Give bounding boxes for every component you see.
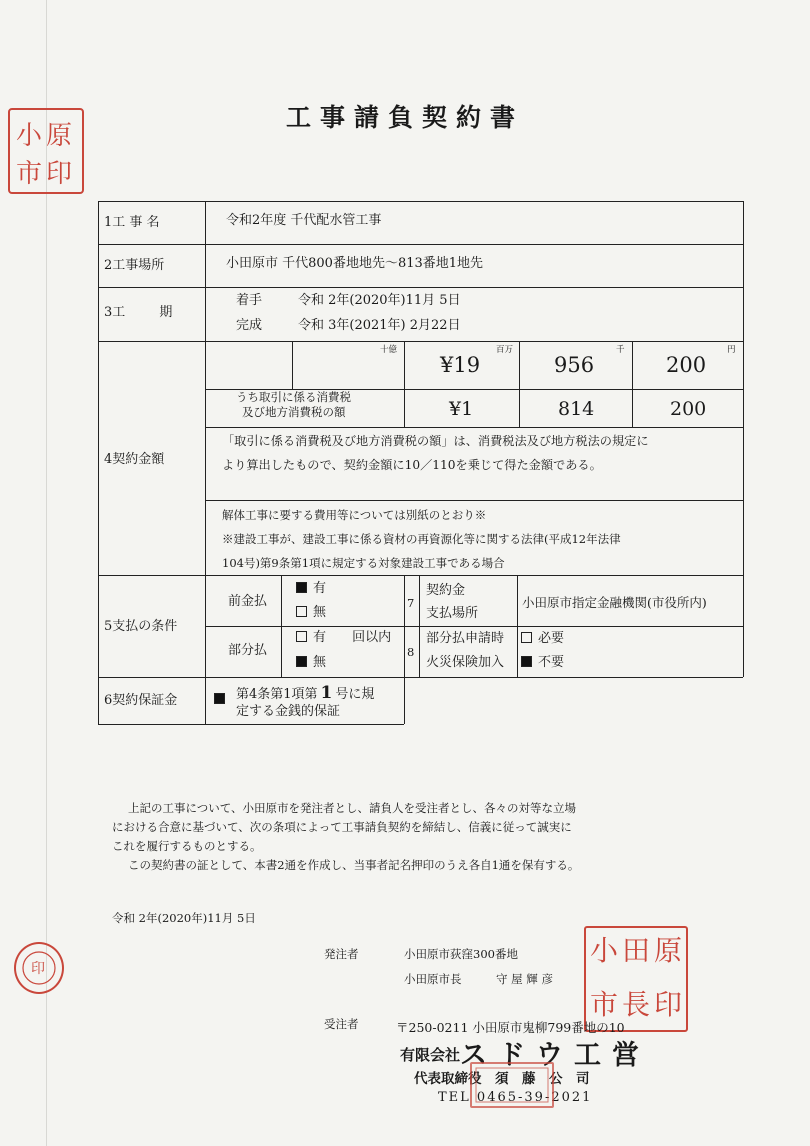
orderer-label: 発注者 [324,947,359,961]
row4-label: 4契約金額 [104,452,165,467]
fire-insurance-label: 火災保険加入 [426,655,505,670]
amount-sen: 956 [554,353,595,377]
company-seal-icon [472,1064,552,1106]
svg-text:小: 小 [590,934,619,967]
guarantee-text-line2: 定する金銭的保証 [236,704,341,719]
svg-text:小: 小 [16,121,43,151]
body-paragraph-line1: 上記の工事について、小田原市を発注者とし、請負人を受注者とし、各々の対等な立場 [128,801,577,815]
tax-sen: 814 [558,398,595,420]
advance-payment-label: 前金払 [228,594,268,609]
tax-en: 200 [670,398,707,420]
svg-text:印: 印 [31,961,45,977]
partial-no: 無 [296,655,326,671]
orderer-name: 小田原市長 守 屋 輝 彦 [404,972,553,986]
contractor-address: 〒250-0211 小田原市鬼柳799番地の10 [396,1020,625,1035]
partial-no-checkbox [296,656,307,667]
row5-label: 5支払の条件 [104,619,178,634]
recycling-note-line2: 104号)第9条第1項に規定する対象建設工事である場合 [222,556,505,570]
demolition-note: 解体工事に要する費用等については別紙のとおり※ [222,508,487,522]
guarantee-checkbox [214,693,225,704]
svg-text:市: 市 [16,159,43,189]
row2-label: 2工事場所 [104,258,165,273]
amount-en: 200 [666,353,707,377]
svg-text:長: 長 [622,988,651,1021]
row3-end-value: 令和 3年(2021年) 2月22日 [298,318,461,333]
svg-text:原: 原 [654,934,683,967]
contractor-representative: 代表取締役 須 藤 公 司 [414,1071,590,1087]
contractor-label: 受注者 [324,1017,359,1031]
need-checkbox [521,632,532,643]
guarantee-text-line1: 第4条第1項第 1 号に規 [236,683,375,703]
partial-yes: 有 回以内 [296,630,391,646]
partial-request-label: 部分払申請時 [426,631,505,646]
svg-text:印: 印 [46,159,73,189]
guarantee-checkbox-wrap [214,692,231,708]
unit-en: 円 [727,345,736,355]
payment-place-label-1: 契約金 [426,583,466,598]
round-seal-icon [16,944,62,992]
row3-end-label: 完成 [236,318,263,333]
row3-start-value: 令和 2年(2020年)11月 5日 [298,293,461,308]
advance-no: 無 [296,605,326,621]
svg-text:原: 原 [46,121,73,151]
payment-place-value: 小田原市指定金融機関(市役所内) [522,595,707,610]
payment-place-label-2: 支払場所 [426,606,479,621]
item-number-7: 7 [407,596,415,610]
row3-label: 3工 期 [104,305,173,320]
contractor-tel: TEL 0465-39-2021 [438,1090,593,1105]
partial-payment-label: 部分払 [228,643,268,658]
row1-value: 令和2年度 千代配水管工事 [226,213,382,228]
row2-value: 小田原市 千代800番地地先〜813番地1地先 [226,256,484,271]
tax-hyakuman: ¥1 [449,398,474,420]
svg-text:印: 印 [654,988,683,1021]
body-paragraph-line2: における合意に基づいて、次の条項によって工事請負契約を締結し、信義に従って誠実に [112,820,572,834]
contract-date: 令和 2年(2020年)11月 5日 [112,911,256,925]
advance-no-checkbox [296,606,307,617]
item-number-8: 8 [407,645,415,659]
contractor-company-seal [470,1062,554,1108]
no-need-option: 不要 [521,655,564,671]
tax-label-1: うち取引に係る消費税 [236,390,351,404]
contractor-company: 有限会社スドウ工営 [400,1040,651,1071]
unit-hyakuman: 百万 [496,345,514,355]
orderer-address: 小田原市荻窪300番地 [404,947,518,961]
svg-text:市: 市 [590,988,619,1021]
contractor-round-seal [14,942,64,994]
mayor-seal-icon [586,928,686,1028]
tax-label-2: 及び地方消費税の額 [242,405,346,419]
advance-yes: 有 [296,581,326,597]
row6-label: 6契約保証金 [104,693,178,708]
unit-sen: 千 [616,345,625,355]
advance-yes-checkbox [296,582,307,593]
body-paragraph-line4: この契約書の証として、本書2通を作成し、当事者記名押印のうえ各自1通を保有する。 [128,858,580,872]
tax-note-line1: 「取引に係る消費税及び地方消費税の額」は、消費税法及び地方税法の規定に [222,434,649,448]
svg-text:田: 田 [622,934,651,967]
body-paragraph-line3: これを履行するものとする。 [112,839,262,853]
row3-start-label: 着手 [236,293,263,308]
recycling-note-line1: ※建設工事が、建設工事に係る資材の再資源化等に関する法律(平成12年法律 [222,532,621,546]
document-title: 工事請負契約書 [285,103,524,132]
partial-yes-checkbox [296,631,307,642]
amount-hyakuman: ¥19 [440,353,481,377]
unit-jyu-oku: 十億 [380,345,398,355]
need-option: 必要 [521,631,564,647]
odawara-mayor-seal [584,926,688,1032]
row1-label: 1工 事 名 [104,215,160,230]
tax-note-line2: より算出したもので、契約金額に10／110を乗じて得た金額である。 [222,458,602,472]
no-need-checkbox [521,656,532,667]
